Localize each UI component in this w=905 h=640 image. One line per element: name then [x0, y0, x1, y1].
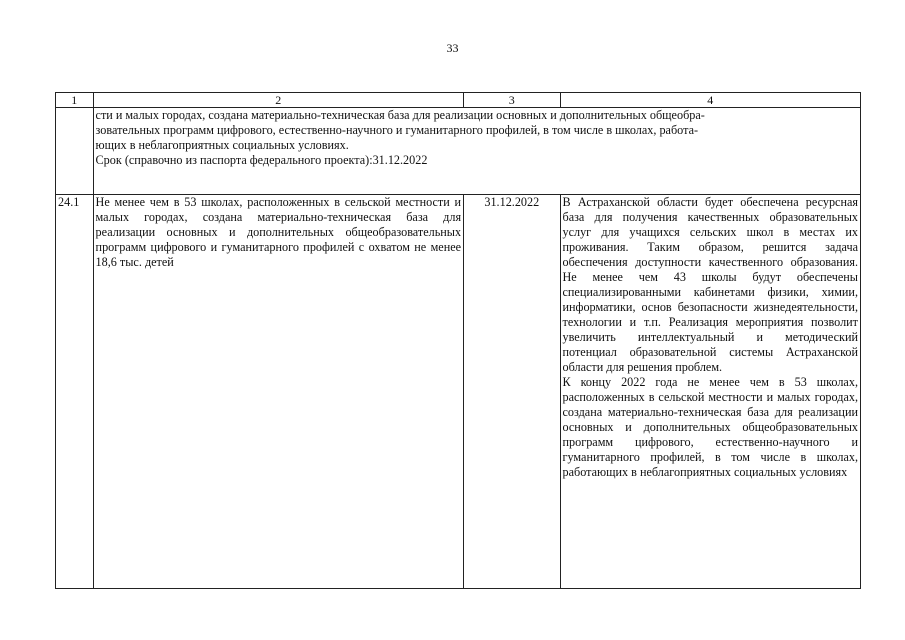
- column-header-3: 3: [464, 93, 560, 108]
- row-date: 31.12.2022: [464, 195, 560, 589]
- column-header-4: 4: [560, 93, 861, 108]
- row-result: [560, 195, 861, 589]
- page-number: 33: [446, 41, 459, 55]
- continuation-number-cell: [56, 108, 94, 195]
- result-paragraph-2: К концу 2022 года не менее чем в 53 школах, расположенных в сельской местности и малых городах, создана материально-техническая база для реализации основных и дополнительных общеобразовательных программ цифрового, естественно-научного и гуманитарного профилей, в том числе в школах, работающих в неблагоприятных социальных условиях: [562, 375, 858, 479]
- continuation-line-3: ющих в неблагоприятных социальных условиях.: [95, 138, 349, 152]
- continuation-row: [56, 108, 861, 195]
- table-header-row: [56, 93, 861, 108]
- result-paragraph-1: В Астраханской области будет обеспечена ресурсная база для получения качественных образовательных услуг для учащихся сельских школ в местах их проживания. Таким образом, решится задача обеспечения доступности качественного образования. Не менее чем 43 школы будут обеспечены специализированными кабинетами физики, химии, информатики, основ безопасности жизнедеятельности, технологии и т.п. Реализация мероприятия позволит увеличить интеллектуальный и методический потенциал образовательной системы Астраханской области для решения проблем.: [562, 195, 858, 374]
- column-header-2: 2: [93, 93, 464, 108]
- column-header-1: 1: [56, 93, 94, 108]
- continuation-line-2: зовательных программ цифрового, естественно-научного и гуманитарного профилей, в том числе в школах, работа-: [95, 123, 699, 137]
- table-row: [56, 195, 861, 589]
- deadline-line: Срок (справочно из паспорта федерального проекта):31.12.2022: [95, 153, 428, 167]
- continuation-line-1: сти и малых городах, создана материально-техническая база для реализации основных и дополнительных общеобра-: [95, 108, 705, 122]
- continuation-text-cell: [93, 108, 860, 195]
- document-table: [55, 92, 861, 589]
- row-description: Не менее чем в 53 школах, расположенных в сельской местности и малых городах, создана материально-техническая база для реализации основных и дополнительных общеобразовательных программ цифрового и гуманитарного профилей с охватом не менее 18,6 тыс. детей: [93, 195, 464, 589]
- row-number: 24.1: [56, 195, 94, 589]
